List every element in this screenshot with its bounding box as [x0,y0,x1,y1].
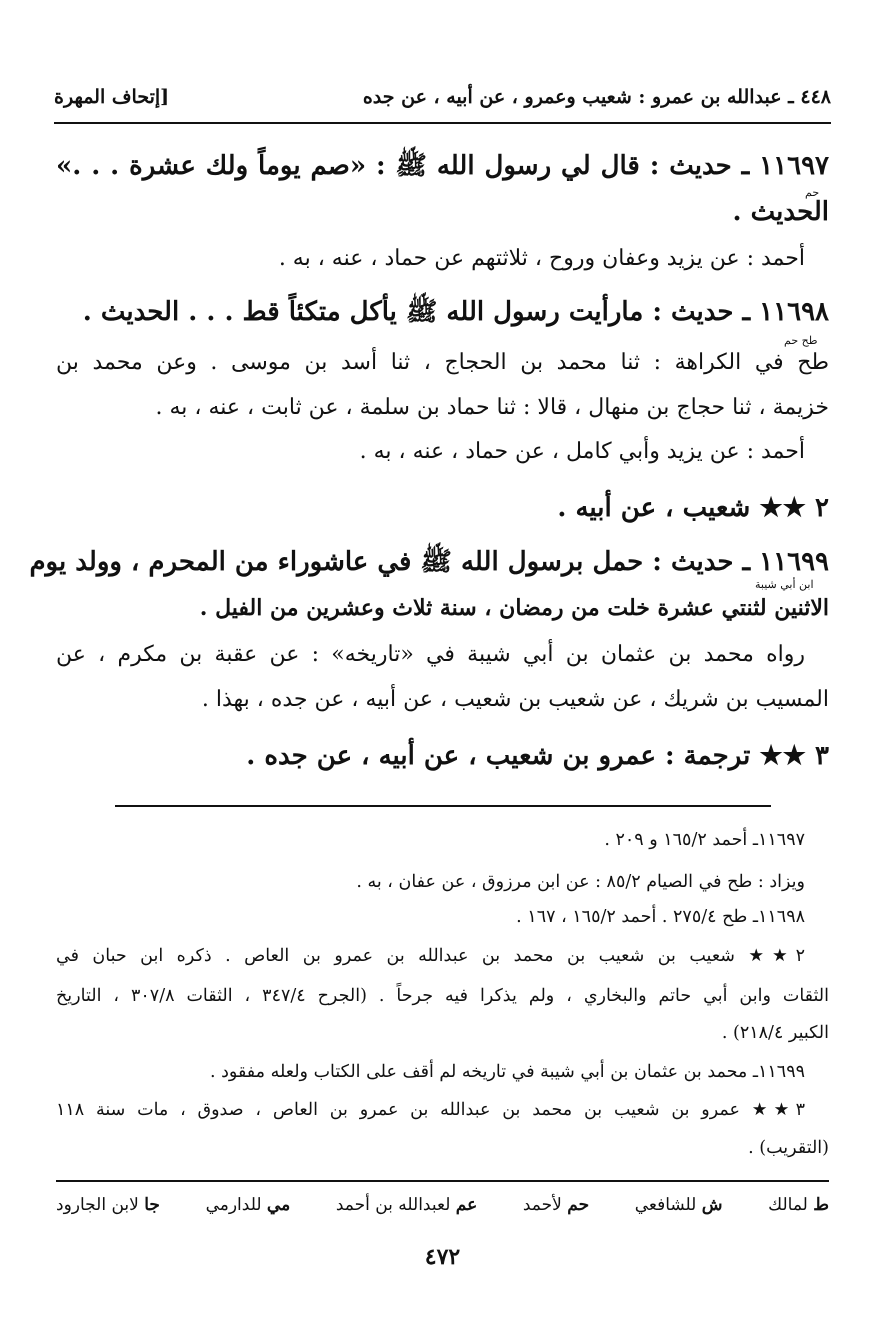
footnote-separator [115,805,771,807]
footnote-line: ٢★★ شعيب بن شعيب بن محمد بن عبدالله بن عمرو بن العاص . ذكره ابن حبان في [56,946,805,966]
page-number: ٤٧٢ [424,1244,461,1270]
abbreviation-item [635,1195,723,1215]
section-3-heading: ٣ ★★ ترجمة : عمرو بن شعيب ، عن أبيه ، عن جده . [246,741,829,771]
abbreviation-code: ط [813,1195,829,1215]
abbreviation-code: ش [701,1195,723,1215]
abbreviations-legend [56,1195,829,1215]
hadith-11699-line1: ١١٦٩٩ ـ حديث : حمل برسول الله ﷺ في عاشوراء من المحرم ، وولد يوم [29,547,829,577]
page-header [54,82,831,124]
abbreviations-separator [56,1180,829,1182]
footnote-line: الثقات وابن أبي حاتم والبخاري ، ولم يذكرا فيه جرحاً . (الجرح ٣٤٧/٤ ، الثقات ٣٠٧/٨ ، التاريخ [56,986,829,1006]
abbreviation-item [523,1195,589,1215]
hadith-11699-sigil: ابن أبي شيبة [755,578,814,591]
abbreviation-item [768,1195,829,1215]
hadith-11699-line4: المسيب بن شريك ، عن شعيب بن شعيب ، عن أبيه ، عن جده ، بهذا . [201,687,829,712]
abbreviation-name: لعبدالله بن أحمد [335,1195,451,1215]
section-2-heading: ٢ ★★ شعيب ، عن أبيه . [557,493,829,523]
hadith-11698-line1: ١١٦٩٨ ـ حديث : مارأيت رسول الله ﷺ يأكل متكئاً قط . . . الحديث . [82,297,829,327]
abbreviation-code: مي [266,1195,291,1215]
hadith-11697-line1: ١١٦٩٧ ـ حديث : قال لي رسول الله ﷺ : «صم يوماً ولك عشرة . . .» [56,151,829,181]
footnote-line: ١١٦٩٧ـ أحمد ١٦٥/٢ و ٢٠٩ . [604,830,805,850]
abbreviation-name: لمالك [768,1195,808,1215]
hadith-11699-line2: الاثنين لثنتي عشرة خلت من رمضان ، سنة ثلاث وعشرين من الفيل . [199,595,829,621]
abbreviation-item [336,1195,477,1215]
hadith-11697-ahmad: أحمد : عن يزيد وعفان وروح ، ثلاثتهم عن حماد ، عنه ، به . [278,246,805,271]
footnote-line: ١١٦٩٨ـ طح ٢٧٥/٤ . أحمد ١٦٥/٢ ، ١٦٧ . [516,907,805,927]
abbreviation-code: جا [144,1195,160,1215]
footnote-line: ويزاد : طح في الصيام ٨٥/٢ : عن ابن مرزوق ، عن عفان ، به . [356,872,805,892]
abbreviation-name: للدارمي [205,1195,262,1215]
hadith-11697-sigil: حم [805,186,820,199]
hadith-11699-line3: رواه محمد بن عثمان بن أبي شيبة في «تاريخه» : عن عقبة بن مكرم ، عن [56,642,805,667]
hadith-11698-line3: خزيمة ، ثنا حجاج بن منهال ، قالا : ثنا حماد بن سلمة ، عن ثابت ، عنه ، به . [155,395,829,420]
abbreviation-item [206,1195,291,1215]
abbreviation-name: لأحمد [522,1195,562,1215]
hadith-11698-line2: طح في الكراهة : ثنا محمد بن الحجاج ، ثنا أسد بن موسى . وعن محمد بن [56,350,829,375]
hadith-11698-sigil: طح حم [784,334,818,347]
hadith-11698-ahmad: أحمد : عن يزيد وأبي كامل ، عن حماد ، عنه ، به . [359,439,805,464]
footnote-line: الكبير ٢١٨/٤) . [721,1023,829,1043]
abbreviation-code: حم [567,1195,590,1215]
abbreviation-code: عم [455,1195,478,1215]
abbreviation-name: للشافعي [634,1195,697,1215]
hadith-11697-line2: الحديث . [732,197,829,227]
book-title: [إتحاف المهرة [54,86,170,108]
abbreviation-name: لابن الجارود [56,1195,139,1215]
footnote-line: (التقريب) . [748,1138,829,1158]
footnote-line: ٣★★ عمرو بن شعيب بن محمد بن عبدالله بن عمرو بن العاص ، صدوق ، مات سنة ١١٨ [56,1100,805,1120]
running-title: ٤٤٨ ـ عبدالله بن عمرو : شعيب وعمرو ، عن أبيه ، عن جده [362,86,831,108]
footnote-line: ١١٦٩٩ـ محمد بن عثمان بن أبي شيبة في تاريخه لم أقف على الكتاب ولعله مفقود . [210,1062,805,1082]
abbreviation-item [56,1195,160,1215]
